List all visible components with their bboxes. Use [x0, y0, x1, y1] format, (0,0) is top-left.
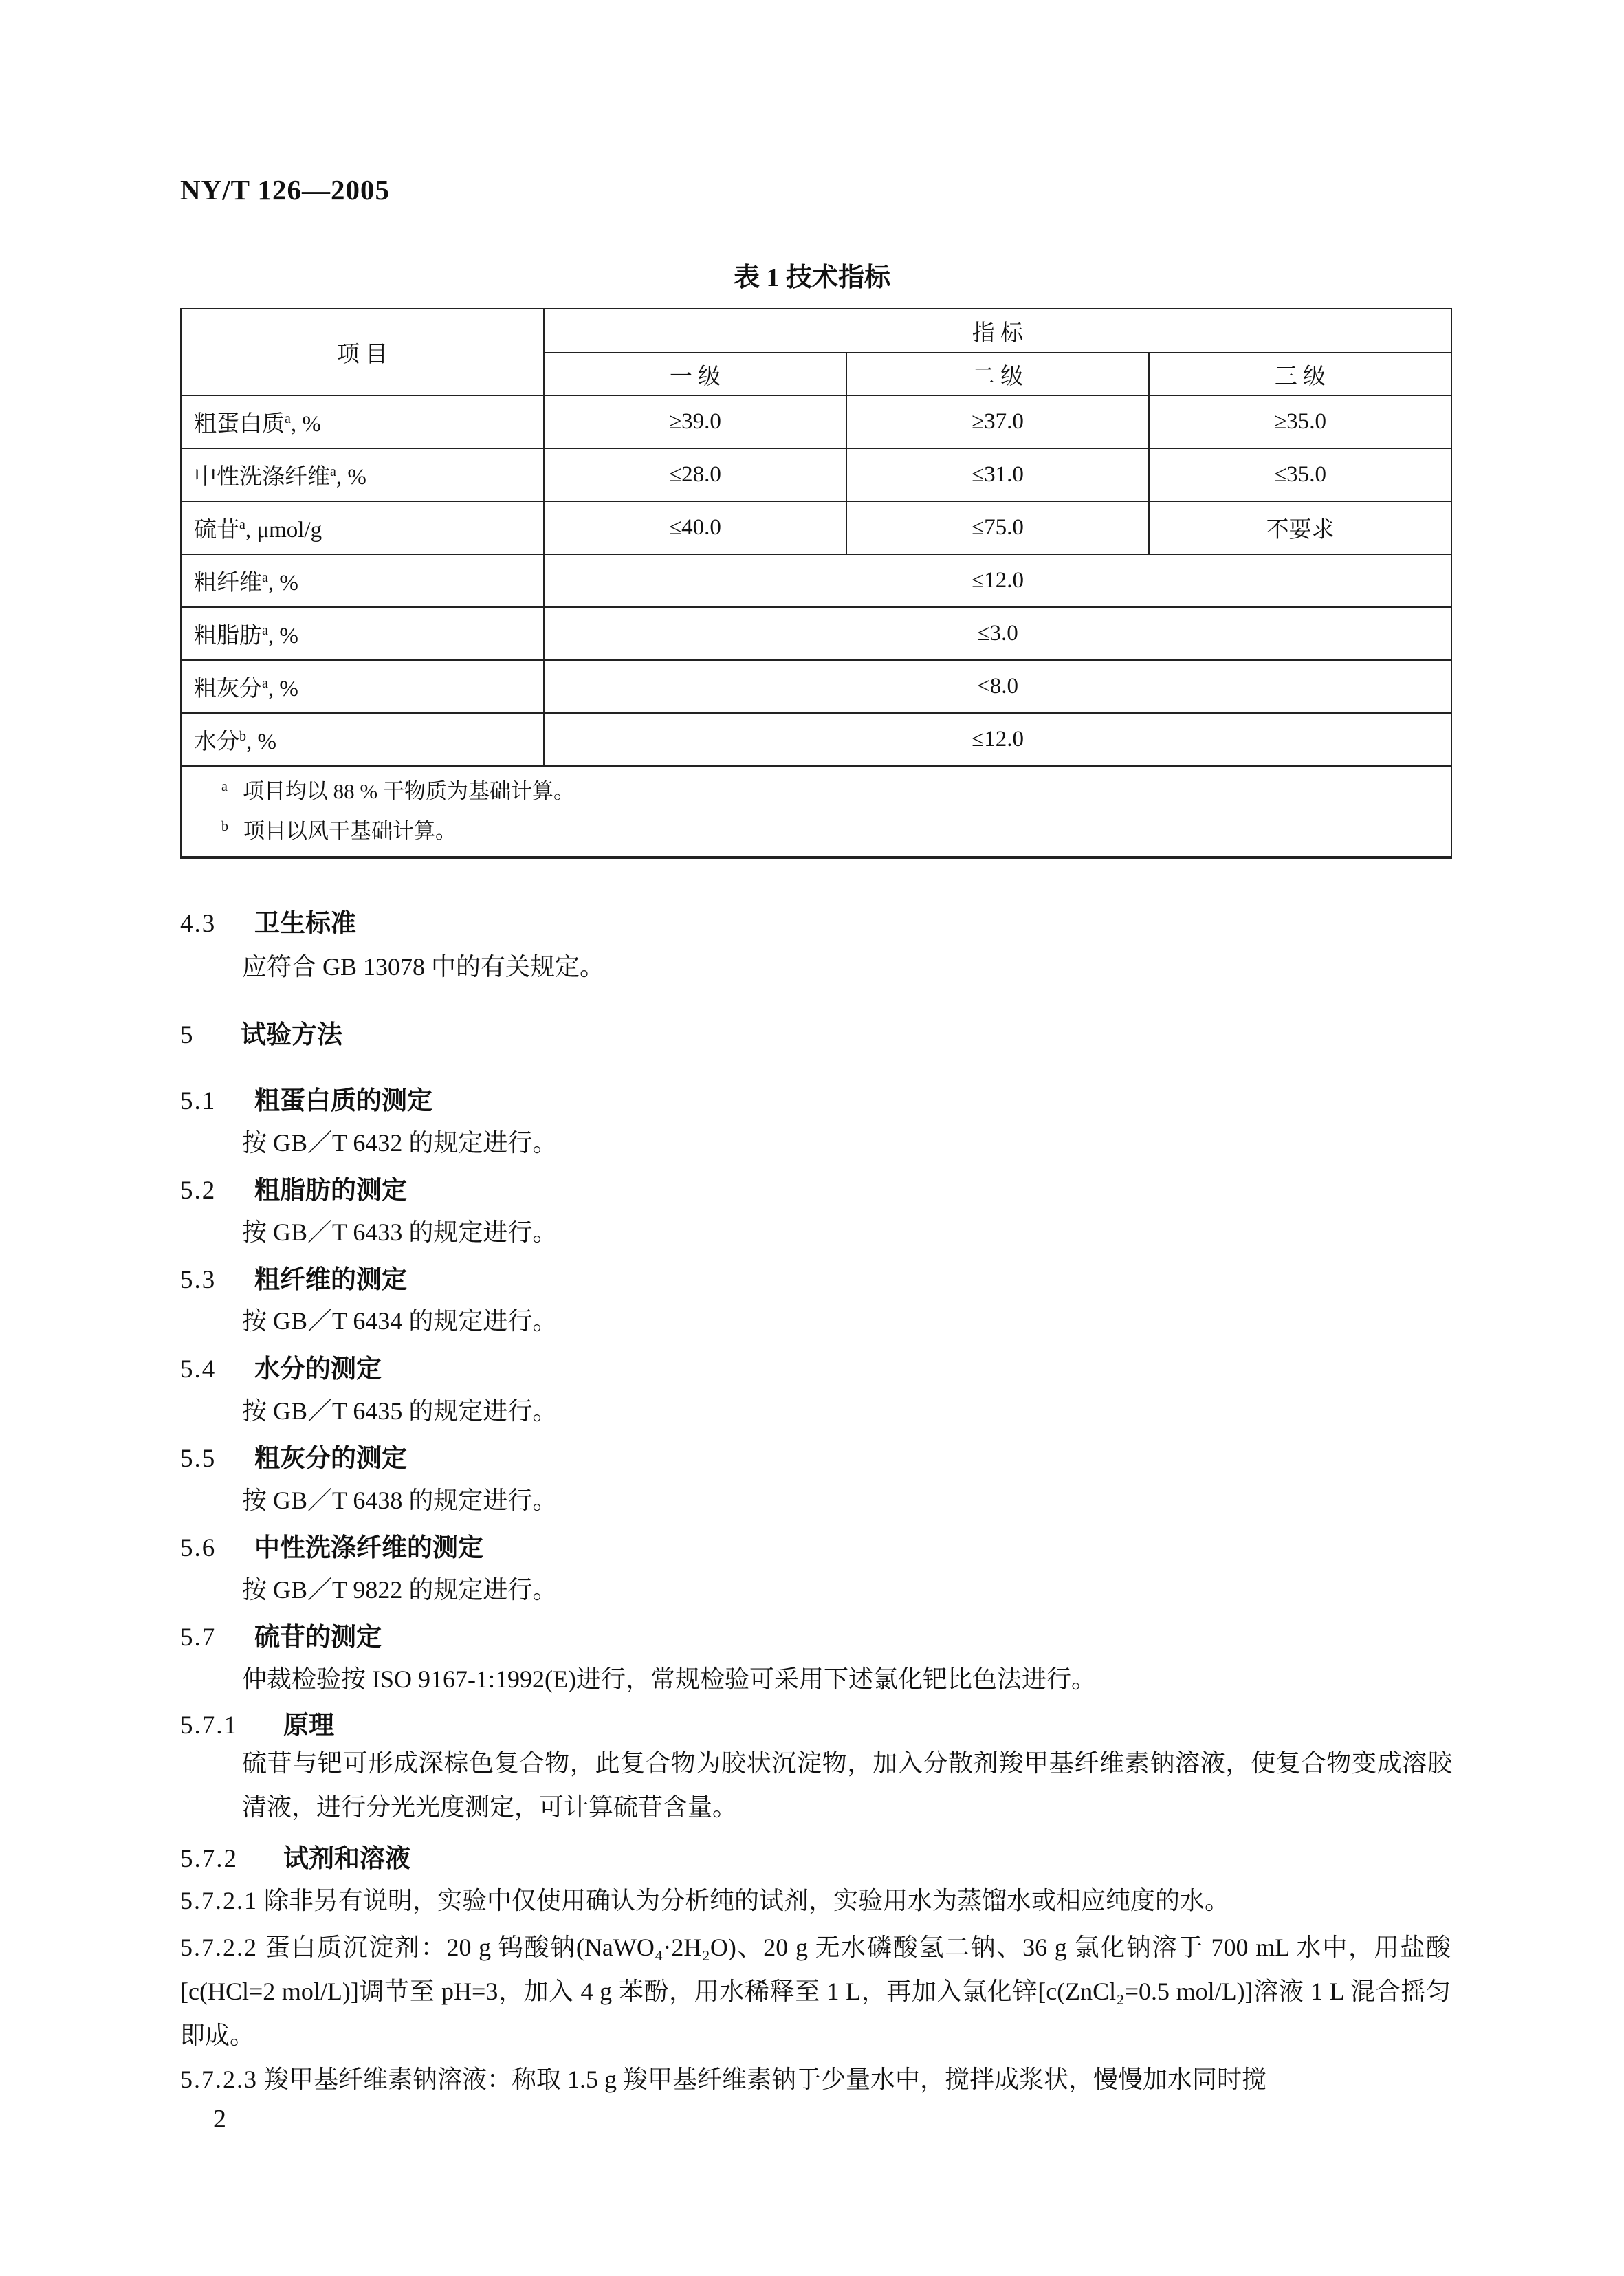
row-label: 粗蛋白质$^a$, %	[181, 395, 544, 448]
section-body: 按 GB／T 6435 的规定进行。	[242, 1397, 558, 1425]
table-cell-merged: ≤12.0	[544, 713, 1451, 766]
section-body: 按 GB／T 9822 的规定进行。	[242, 1576, 558, 1604]
section-heading: 5.6 中性洗涤纤维的测定	[180, 1534, 483, 1562]
section-heading: 5.2 粗脂肪的测定	[180, 1177, 407, 1205]
header-grade-1: 一 级	[544, 353, 846, 395]
row-label: 粗脂肪$^a$, %	[181, 607, 544, 660]
table-cell: ≤75.0	[846, 501, 1149, 554]
section-heading: 4.3 卫生标准	[180, 910, 356, 938]
row-label: 粗灰分$^a$, %	[181, 660, 544, 713]
header-grade-3: 三 级	[1149, 353, 1451, 395]
table-row	[181, 501, 1451, 554]
footnote: $^a$ 项目均以 88 % 干物质为基础计算。	[221, 778, 575, 803]
section-heading: 5.4 水分的测定	[180, 1355, 382, 1383]
table-cell: ≤40.0	[544, 501, 846, 554]
section-body: 按 GB／T 6434 的规定进行。	[242, 1307, 558, 1335]
section-heading: 5.3 粗纤维的测定	[180, 1266, 407, 1294]
section-body: 硫苷与钯可形成深棕色复合物，此复合物为胶状沉淀物，加入分散剂羧甲基纤维素钠溶液，使复合物变成溶胶清液，进行分光光度测定，可计算硫苷含量。	[242, 1749, 1452, 1821]
table-row	[181, 554, 1451, 607]
table-cell: ≤31.0	[846, 448, 1149, 501]
table-row	[181, 395, 1451, 448]
table-cell: ≤28.0	[544, 448, 846, 501]
section-heading: 5.7.2 试剂和溶液	[180, 1845, 410, 1873]
table-cell: 不要求	[1149, 501, 1451, 554]
row-label: 水分$^b$, %	[181, 713, 544, 766]
section-heading: 5 试验方法	[180, 1021, 342, 1049]
header-grade-2: 二 级	[846, 353, 1149, 395]
clause-paragraph: 5.7.2.3 羧甲基纤维素钠溶液：称取 1.5 g 羧甲基纤维素钠于少量水中，搅拌成浆状，慢慢加水同时搅	[180, 2066, 1267, 2093]
section-body: 按 GB／T 6432 的规定进行。	[242, 1129, 558, 1157]
header-item: 项 目	[181, 309, 544, 395]
table-cell-merged: ≤12.0	[544, 554, 1451, 607]
row-label: 中性洗涤纤维$^a$, %	[181, 448, 544, 501]
clause-paragraph: 5.7.2.2 蛋白质沉淀剂：20 g 钨酸钠(NaWO₄·2H₂O)、20 g 无水磷酸氢二钠、36 g 氯化钠溶于 700 mL 水中，用盐酸[c(HCl=2 mol/L)]调节至 pH=3，加入 4 g 苯酚，用水稀释至 1 L，再加入氯化锌[c(ZnCl₂=0.5 mol/L)]溶液 1 L 混合摇匀即成。	[180, 1934, 1451, 2049]
table-row	[181, 448, 1451, 501]
section-body: 应符合 GB 13078 中的有关规定。	[242, 953, 605, 981]
clause-paragraph: 5.7.2.1 除非另有说明，实验中仅使用确认为分析纯的试剂，实验用水为蒸馏水或相应纯度的水。	[180, 1887, 1230, 1914]
row-label: 粗纤维$^a$, %	[181, 554, 544, 607]
page-number: 2	[213, 2105, 226, 2134]
section-body: 按 GB／T 6438 的规定进行。	[242, 1487, 558, 1514]
table-footnotes	[181, 766, 1451, 857]
table-row	[181, 713, 1451, 766]
section-heading: 5.1 粗蛋白质的测定	[180, 1087, 432, 1115]
section-heading: 5.5 粗灰分的测定	[180, 1445, 407, 1473]
technical-index-table	[180, 308, 1452, 859]
footnote: $^b$ 项目以风干基础计算。	[221, 818, 457, 843]
section-body: 按 GB／T 6433 的规定进行。	[242, 1218, 558, 1246]
table-cell: ≥35.0	[1149, 395, 1451, 448]
section-heading: 5.7 硫苷的测定	[180, 1623, 382, 1652]
table-row	[181, 607, 1451, 660]
standard-code-header: NY/T 126—2005	[180, 174, 390, 206]
table-cell: ≥37.0	[846, 395, 1149, 448]
table-cell: ≤35.0	[1149, 448, 1451, 501]
table-cell: ≥39.0	[544, 395, 846, 448]
section-body: 仲裁检验按 ISO 9167-1:1992(E)进行，常规检验可采用下述氯化钯比色法进行。	[242, 1665, 1096, 1693]
header-index: 指 标	[544, 309, 1451, 353]
section-heading: 5.7.1 原理	[180, 1711, 334, 1740]
table-cell-merged: <8.0	[544, 660, 1451, 713]
table-row	[181, 660, 1451, 713]
table-title: 表 1 技术指标	[733, 263, 890, 292]
row-label: 硫苷$^a$, μmol/g	[181, 501, 544, 554]
table-cell-merged: ≤3.0	[544, 607, 1451, 660]
